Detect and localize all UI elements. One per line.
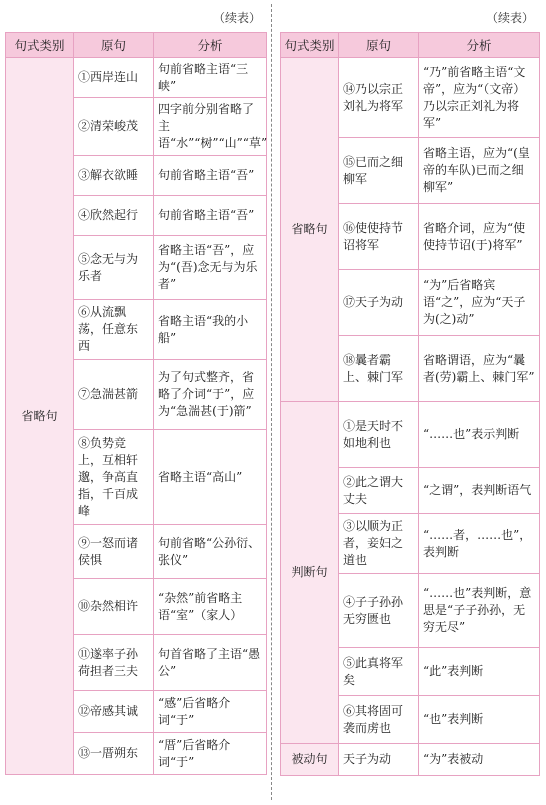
- category-cell: [281, 744, 339, 776]
- continued-note-right: （续表）: [486, 11, 535, 25]
- analysis-cell: “为”表被动: [419, 744, 540, 776]
- analysis-cell: “……也”表判断，意思是“子子孙孙，无穷无尽”: [419, 574, 540, 648]
- table-row: [281, 744, 540, 776]
- category-cell: [281, 58, 339, 402]
- analysis-cell: 省略主语“高山”: [154, 430, 267, 525]
- analysis-cell: 四字前分别省略了主语“水”“树”“山”“草”: [154, 98, 267, 156]
- sentence-cell: ④子子孙孙无穷匮也: [339, 574, 419, 648]
- table-right: [280, 32, 540, 776]
- header-analysis: 分析: [154, 33, 267, 58]
- sentence-cell: ⑤此真将军矣: [339, 648, 419, 696]
- table-row: [281, 402, 540, 468]
- analysis-cell: “……也”表示判断: [419, 402, 540, 468]
- analysis-cell: 省略主语“吾”，应为“(吾)念无与为乐者”: [154, 236, 267, 300]
- header-category: 句式类别: [281, 33, 339, 58]
- analysis-cell: “厝”后省略介词“于”: [154, 733, 267, 775]
- analysis-cell: 句前省略主语“吾”: [154, 156, 267, 196]
- analysis-cell: 省略谓语，应为“曩者(劳)霸上、棘门军”: [419, 336, 540, 402]
- sentence-cell: ③解衣欲睡: [74, 156, 154, 196]
- sentence-cell: ⑰天子为动: [339, 270, 419, 336]
- sentence-cell: ⑮已而之细柳军: [339, 138, 419, 204]
- header-sentence: 原句: [74, 33, 154, 58]
- analysis-cell: 句前省略主语“吾”: [154, 196, 267, 236]
- sentence-cell: ⑤念无与为乐者: [74, 236, 154, 300]
- sentence-cell: ⑩杂然相许: [74, 579, 154, 635]
- analysis-cell: “此”表判断: [419, 648, 540, 696]
- analysis-cell: 为了句式整齐，省略了介词“于”，应为“急湍甚(于)箭”: [154, 360, 267, 430]
- sentence-cell: ⑫帝感其诚: [74, 691, 154, 733]
- analysis-cell: “乃”前省略主语“文帝”，应为“（文帝）乃以宗正刘礼为将军”: [419, 58, 540, 138]
- sentence-cell: ⑨一怒而诸侯惧: [74, 525, 154, 579]
- sentence-cell: ①西岸连山: [74, 58, 154, 98]
- category-label: 判断句: [291, 565, 328, 579]
- analysis-cell: 句首省略了主语“愚公”: [154, 635, 267, 691]
- analysis-cell: 句前省略“公孙衍、张仪”: [154, 525, 267, 579]
- analysis-cell: “……者，……也”，表判断: [419, 514, 540, 574]
- header-sentence: 原句: [339, 33, 419, 58]
- table-row: [6, 58, 267, 98]
- analysis-cell: “也”表判断: [419, 696, 540, 744]
- header-category: 句式类别: [6, 33, 74, 58]
- category-label: 被动句: [291, 752, 328, 766]
- sentence-cell: ⑥其将固可袭而虏也: [339, 696, 419, 744]
- sentence-cell: ⑧负势竞上，互相轩邈，争高直指，千百成峰: [74, 430, 154, 525]
- category-label: 省略句: [291, 222, 328, 236]
- sentence-cell: ④欣然起行: [74, 196, 154, 236]
- header-row: [281, 33, 540, 58]
- category-cell: [6, 58, 74, 775]
- header-analysis: 分析: [419, 33, 540, 58]
- sentence-cell: ②清荣峻茂: [74, 98, 154, 156]
- analysis-cell: “杂然”前省略主语“室”（家人）: [154, 579, 267, 635]
- analysis-cell: 句前省略主语“三峡”: [154, 58, 267, 98]
- table-left: [5, 32, 267, 775]
- sentence-cell: ②此之谓大丈夫: [339, 468, 419, 514]
- sentence-cell: ⑯使使持节诏将军: [339, 204, 419, 270]
- sentence-cell: ⑥从流飘荡，任意东西: [74, 300, 154, 360]
- category-label: 省略句: [21, 408, 58, 423]
- analysis-cell: 省略介词，应为“使使持节诏(于)将军”: [419, 204, 540, 270]
- sentence-cell: ⑱曩者霸上、棘门军: [339, 336, 419, 402]
- analysis-cell: 省略主语，应为“(皇帝的车队)已而之细柳军”: [419, 138, 540, 204]
- table-row: [281, 58, 540, 138]
- sentence-cell: ⑬一厝朔东: [74, 733, 154, 775]
- analysis-cell: 省略主语“我的小船”: [154, 300, 267, 360]
- sentence-cell: 天子为动: [339, 744, 419, 776]
- category-cell: [281, 402, 339, 744]
- analysis-cell: “感”后省略介词“于”: [154, 691, 267, 733]
- sentence-cell: ③以顺为正者，妾妇之道也: [339, 514, 419, 574]
- analysis-cell: “为”后省略宾语“之”，应为“天子为(之)动”: [419, 270, 540, 336]
- page-divider: [271, 4, 272, 800]
- sentence-cell: ①是天时不如地利也: [339, 402, 419, 468]
- sentence-cell: ⑪遂率子孙荷担者三夫: [74, 635, 154, 691]
- sentence-cell: ⑭乃以宗正刘礼为将军: [339, 58, 419, 138]
- analysis-cell: “之谓”，表判断语气: [419, 468, 540, 514]
- continued-note-left: （续表）: [213, 11, 262, 25]
- sentence-cell: ⑦急湍甚箭: [74, 360, 154, 430]
- header-row: [6, 33, 267, 58]
